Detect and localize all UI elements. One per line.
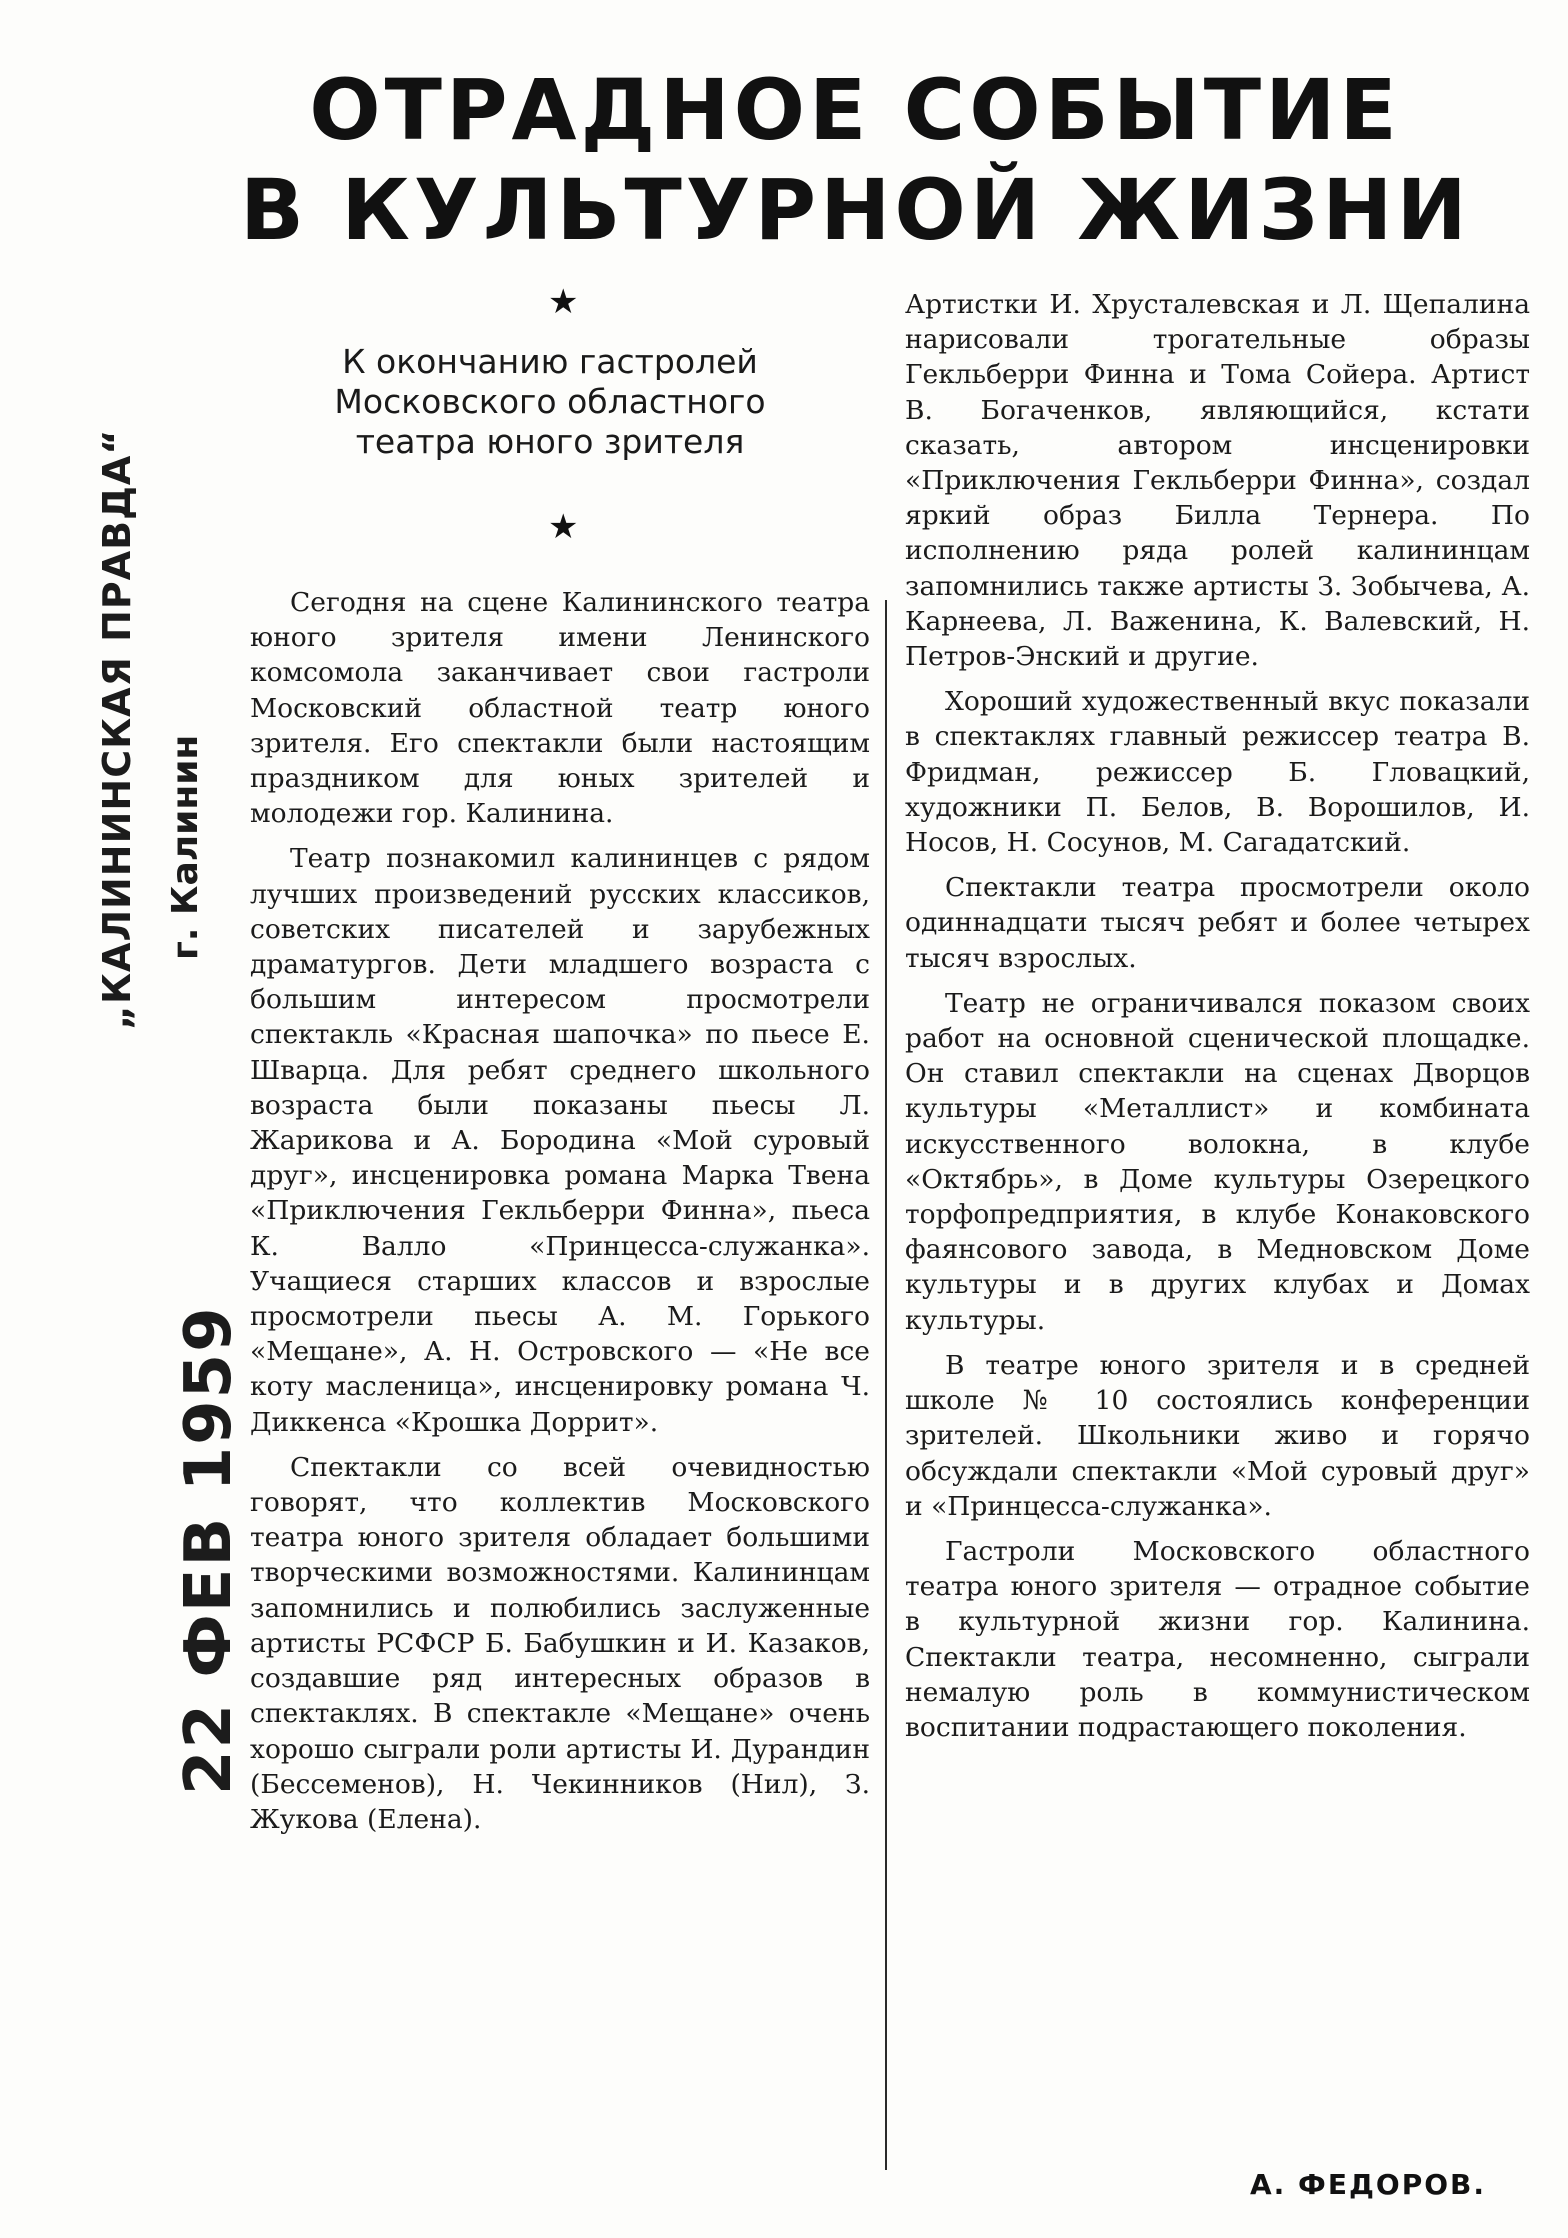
article-paragraph: Сегодня на сцене Калининского театра юного зрителя имени Ленинского комсомола заканчивает свои гастроли Московский областной театр юного зрителя. Его спектакли были настоящим праздником для юных зрителей и молодежи гор. Калинина. (250, 587, 870, 830)
headline (240, 60, 1470, 260)
article-paragraph: В театре юного зрителя и в средней школе № 10 состоялись конференции зрителей. Школьники живо и горячо обсуждали спектакли «Мой суровый друг» и «Принцесса-служанка». (905, 1349, 1530, 1522)
article-paragraph: Театр познакомил калининцев с рядом лучших произведений русских классиков, советских писателей и зарубежных драматургов. Дети младшего возраста с большим интересом просмотрели спектакль «Красная шапочка» по пьесе Е. Шварца. Для ребят среднего школьного возраста были показаны пьесы Л. Жарикова и А. Бородина «Мой суровый друг», инсценировка романа Марка Твена «Приключения Гекльберри Финна», пьеса К. Валло «Принцесса-служанка». Учащиеся старших классов и взрослые просмотрели пьесы А. М. Горького «Мещане», А. Н. Островского — «Не все коту масленица», инсценировку романа Ч. Диккенса «Крошка Доррит». (250, 843, 870, 1438)
subheading (255, 342, 845, 462)
article-paragraph: Театр не ограничивался показом своих работ на основной сценической площадке. Он ставил спектакли на сценах Дворцов культуры «Металлист» и комбината искусственного волокна, в клубе «Октябрь», в Доме культуры Озерецкого торфопредприятия, в клубе Конаковского фаянсового завода, в Медновском Доме культуры и в других клубах и Домах культуры. (905, 987, 1530, 1336)
subheading-line-3: театра юного зрителя (355, 422, 745, 461)
star-icon: ★ (548, 507, 579, 547)
article-left-column (250, 585, 870, 1847)
headline-line-2: В КУЛЬТУРНОЙ ЖИЗНИ (240, 161, 1471, 259)
subheading-line-1: К окончанию гастролей (342, 342, 758, 381)
article-right-column (905, 287, 1530, 1755)
column-divider (885, 600, 887, 2170)
headline-line-1: ОТРАДНОЕ СОБЫТИЕ (309, 61, 1401, 159)
article-paragraph: Артистки И. Хрусталевская и Л. Щепалина нарисовали трогательные образы Гекльберри Финна и Тома Сойера. Артист В. Богаченков, являющийся, кстати сказать, автором инсценировки «Приключения Гекльберри Финна», создал яркий образ Билла Тернера. По исполнению ряда ролей калининцам запомнились также артисты З. Зобычева, А. Карнеева, Л. Важенина, К. Валевский, Н. Петров-Энский и другие. (905, 289, 1530, 673)
stamp-source: „КАЛИНИНСКАЯ ПРАВДА“ (95, 428, 139, 1030)
article-paragraph: Гастроли Московского областного театра юного зрителя — отрадное событие в культурной жизни гор. Калинина. Спектакли театра, несомненно, сыграли немалую роль в коммунистическом воспитании подрастающего поколения. (905, 1535, 1530, 1743)
stamp-city: г. Калинин (165, 734, 206, 960)
subheading-line-2: Московского областного (334, 382, 766, 421)
stamp-date: 22 ФЕВ 1959 (172, 1305, 246, 1795)
star-icon: ★ (548, 282, 579, 322)
article-paragraph: Спектакли со всей очевидностью говорят, что коллектив Московского театра юного зрителя обладает большими творческими возможностями. Калининцам запомнились и полюбились заслуженные артисты РСФСР Б. Бабушкин и И. Казаков, создавшие ряд интересных образов в спектаклях. В спектакле «Мещане» очень хорошо сыграли роли артисты И. Дурандин (Бессеменов), Н. Чекинников (Нил), З. Жукова (Елена). (250, 1451, 870, 1835)
article-paragraph: Спектакли театра просмотрели около одиннадцати тысяч ребят и более четырех тысяч взрослых. (905, 872, 1530, 974)
article-paragraph: Хороший художественный вкус показали в спектаклях главный режиссер театра В. Фридман, режиссер Б. Гловацкий, художники П. Белов, В. Ворошилов, И. Носов, Н. Сосунов, М. Сагадатский. (905, 686, 1530, 859)
author-signature: А. ФЕДОРОВ. (1250, 2168, 1486, 2201)
